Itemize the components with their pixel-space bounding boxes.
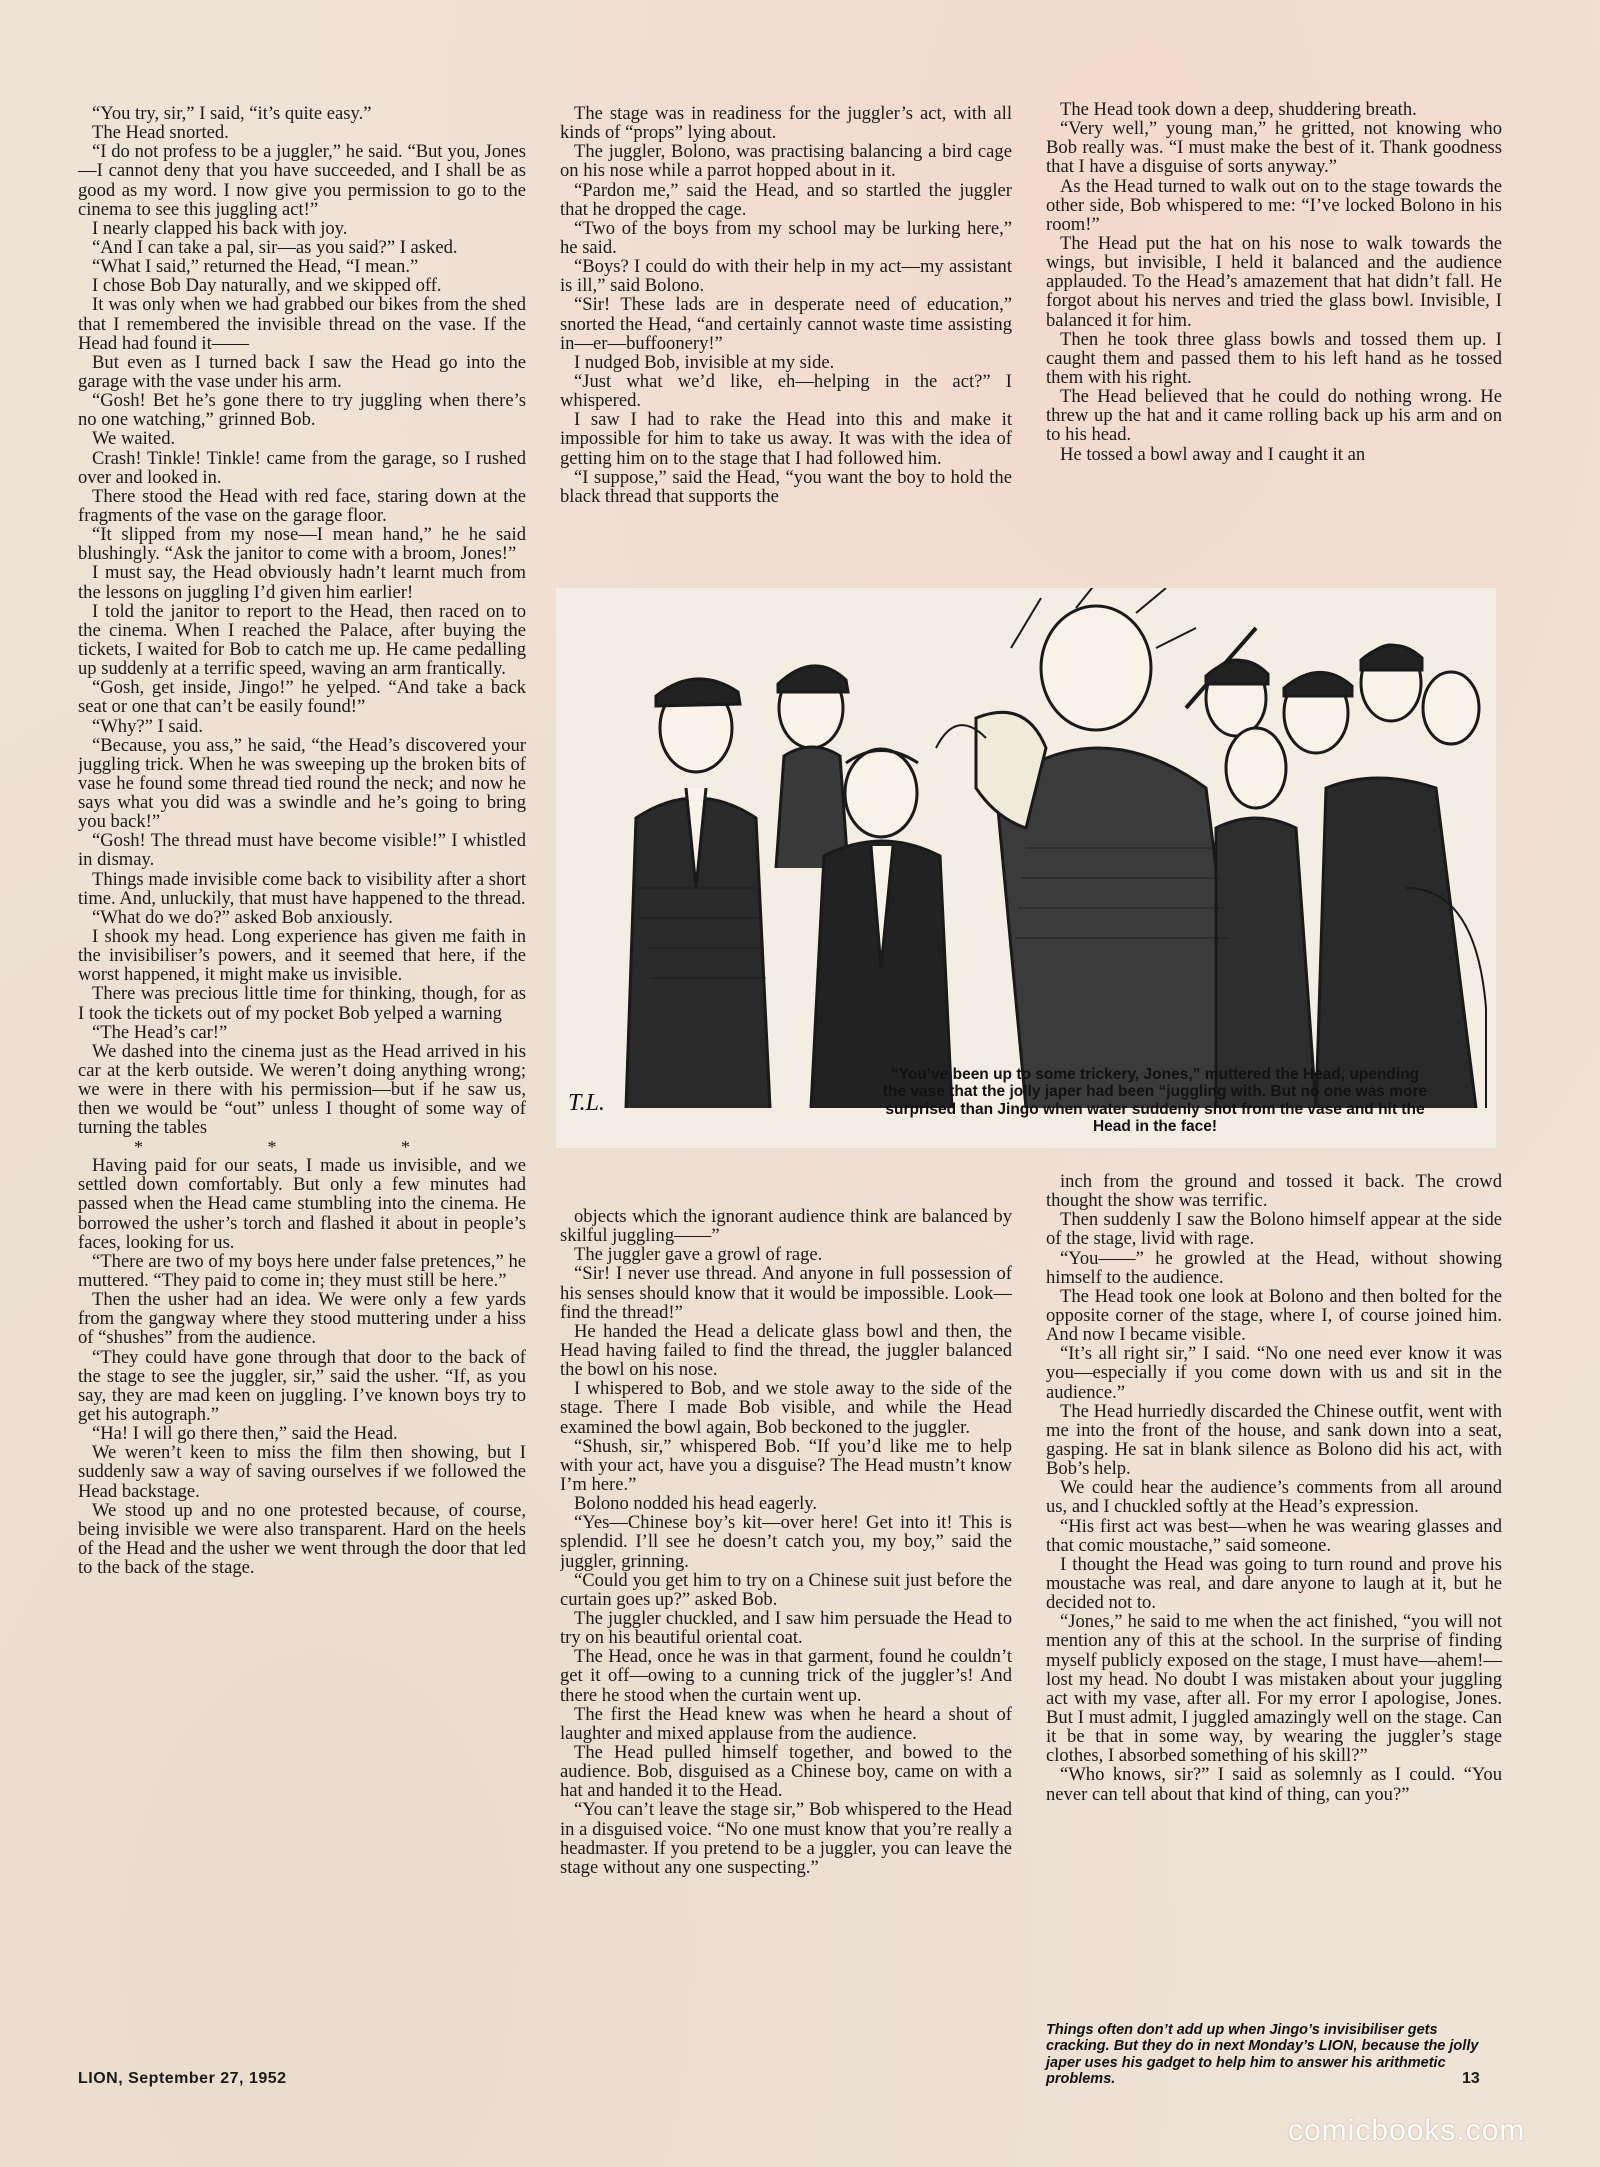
paragraph: “Pardon me,” said the Head, and so startled the juggler that he dropped the cage. (560, 179, 1012, 220)
paragraph: “Very well,” young man,” he gritted, not knowing who Bob really was. “I must make the best of it. Thank goodness that I have a disguise of sorts anyway.” (1046, 118, 1502, 178)
paragraph: “Who knows, sir?” I said as solemnly as I could. “You never can tell about that kind of thing, can you?” (1046, 1764, 1502, 1805)
paragraph: Having paid for our seats, I made us invisible, and we settled down comfortably. But only a few minutes had passed when the Head came stumbling into the cinema. He borrowed the usher’s torch and flashed it about in people’s faces, looking for us. (78, 1155, 526, 1253)
column-3-bottom (1046, 1172, 1502, 1922)
paragraph: objects which the ignorant audience think are balanced by skilful juggling——” (560, 1207, 1012, 1247)
paragraph: Bolono nodded his head eagerly. (574, 1493, 818, 1515)
paragraph: Things made invisible come back to visibility after a short time. And, unluckily, that must have happened to the thread. (78, 868, 526, 909)
paragraph: “Sir! I never use thread. And anyone in full possession of his senses should know that it would be impossible. Look—find the thread!” (560, 1263, 1012, 1323)
paragraph: He tossed a bowl away and I caught it an (1060, 443, 1366, 465)
column-1 (78, 104, 526, 2059)
column-3-top (1046, 100, 1502, 575)
paragraph: “Gosh! Bet he’s gone there to try juggling when there’s no one watching,” grinned Bob. (78, 390, 526, 431)
paragraph: “It slipped from my nose—I mean hand,” he he said blushingly. “Ask the janitor to come with a broom, Jones!” (78, 524, 526, 565)
paragraph: I saw I had to rake the Head into this and make it impossible for him to take us away. It was with the idea of getting him on to the stage that I had followed him. (560, 409, 1012, 469)
illustration-drawing (556, 588, 1496, 1148)
column-2-top (560, 104, 1012, 576)
paragraph: The Head pulled himself together, and bowed to the audience. Bob, disguised as a Chinese boy, came on with a hat and handed it to the Head. (560, 1741, 1012, 1802)
paragraph: We stood up and no one protested because, of course, being invisible we were also transparent. Hard on the heels of the Head and the usher we went through the door that led to the back of the stage. (78, 1499, 526, 1579)
paragraph: I nearly clapped his back with joy. (92, 217, 348, 239)
paragraph: The Head put the hat on his nose to walk towards the wings, but invisible, I held it balanced and the audience applauded. To the Head’s amazement that hat didn’t fall. He forgot about his nerves and tried the glass bowl. Invisible, I balanced it for him. (1046, 232, 1502, 331)
paragraph: “Just what we’d like, eh—helping in the act?” I whispered. (560, 370, 1012, 412)
paragraph: The Head took one look at Bolono and then bolted for the opposite corner of the stage, where I, of course joined him. And now I became visible. (1046, 1285, 1502, 1346)
paragraph: “What do we do?” asked Bob anxiously. (92, 906, 393, 928)
column-2-bottom (560, 1207, 1012, 2067)
paragraph: “Ha! I will go there then,” said the Head. (92, 1423, 398, 1445)
paragraph: Crash! Tinkle! Tinkle! came from the garage, so I rushed over and looked in. (78, 447, 526, 488)
paragraph: The stage was in readiness for the juggler’s act, with all kinds of “props” lying about. (560, 104, 1012, 144)
paragraph: I whispered to Bob, and we stole away to the side of the stage. There I made Bob visible, and while the Head examined the bowl again, Bob beckoned to the juggler. (560, 1378, 1012, 1438)
paragraph: “You can’t leave the stage sir,” Bob whispered to the Head in a disguised voice. “No one must know that you’re really a headmaster. If you pretend to be a juggler, you can leave the stage without any one suspecting.” (560, 1799, 1012, 1878)
paragraph: I chose Bob Day naturally, and we skipped off. (92, 275, 442, 297)
paragraph: The Head hurriedly discarded the Chinese outfit, went with me into the front of the house, and sank down into a seat, gasping. He sat in blank silence as Bolono did his act, with Bob’s help. (1046, 1400, 1502, 1480)
paragraph: “Two of the boys from my school may be lurking here,” he said. (560, 217, 1012, 258)
paragraph: “His first act was best—when he was wearing glasses and that comic moustache,” said someone. (1046, 1515, 1502, 1556)
illustration-caption: “You’ve been up to some trickery, Jones,” muttered the Head, upending the vase that the jolly japer had been “juggling with. But no one was more surprised than Jingo when water suddenly shot from the vase and hit the Head in the face! (882, 1066, 1428, 1136)
paragraph: “Jones,” he said to me when the act finished, “you will not mention any of this at the school. In the surprise of finding myself publicly exposed on the stage, I must have—ahem!—lost my head. No doubt I was mistaken about your juggling act with my vase, after all. For my error I apologise, Jones. But I must admit, I juggled amazingly well on the stage. Can it be that in some way, by wearing the juggler’s stage clothes, I absorbed something of his skill?” (1046, 1611, 1502, 1767)
paragraph: The Head took down a deep, shuddering breath. (1060, 100, 1417, 120)
paragraph: “It’s all right sir,” I said. “No one need ever know it was you—especially if you come down with us and sit in the audience.” (1046, 1343, 1502, 1403)
paragraph: There was precious little time for thinking, though, for as I took the tickets out of my pocket Bob yelped a warning (78, 983, 526, 1024)
paragraph: I must say, the Head obviously hadn’t learnt much from the lessons on juggling I’d given him earlier! (78, 562, 526, 603)
paragraph: “Gosh! The thread must have become visible!” I whistled in dismay. (78, 830, 526, 871)
paragraph: I told the janitor to report to the Head, then raced on to the cinema. When I reached the Palace, after buying the tickets, I waited for Bob to catch me up. He came pedalling up suddenly at a terrific speed, waving an arm frantically. (78, 600, 526, 680)
watermark: comicbooks.com (1288, 2114, 1526, 2147)
page-number: 13 (1462, 2070, 1480, 2087)
paragraph: But even as I turned back I saw the Head go into the garage with the vase under his arm. (78, 351, 526, 392)
magazine-name: LION (78, 2070, 119, 2087)
paragraph: “You try, sir,” I said, “it’s quite easy.” (92, 104, 372, 124)
paragraph: “Yes—Chinese boy’s kit—over here! Get into it! This is splendid. I’ll see he doesn’t catch you, my boy,” said the juggler, grinning. (560, 1512, 1012, 1572)
illustration-signature: T.L. (568, 1090, 605, 1116)
paragraph: We waited. (92, 428, 176, 450)
paragraph: “Shush, sir,” whispered Bob. “If you’d like me to help with your act, have you a disguise? The Head mustn’t know I’m here.” (560, 1435, 1012, 1495)
next-issue-teaser: Things often don’t add up when Jingo’s invisibiliser gets cracking. But they do in next Monday’s LION, because the jolly japer uses his gadget to help him to answer his arithmetic problems. (1046, 2022, 1479, 2088)
paragraph: “Why?” I said. (92, 715, 203, 737)
paragraph: “Gosh, get inside, Jingo!” he yelped. “And take a back seat or one that can’t be easily found!” (78, 677, 526, 718)
paragraph: The Head believed that he could do nothing wrong. He threw up the hat and it came rolling back up his arm and on to his head. (1046, 386, 1502, 446)
paragraph: “Sir! These lads are in desperate need of education,” snorted the Head, “and certainly cannot waste time assisting in—er—buffoonery!” (560, 294, 1012, 354)
footer: LION, September 27, 1952 (78, 2070, 287, 2087)
paragraph: The juggler, Bolono, was practising balancing a bird cage on his nose while a parrot hopped about in it. (560, 141, 1012, 182)
paragraph: “I do not profess to be a juggler,” he said. “But you, Jones—I cannot deny that you have succeeded, and I shall be as good as my word. I now give you permission to go to the cinema to see this juggling act!” (78, 141, 526, 220)
section-break: * * * (134, 1136, 470, 1157)
paragraph: “Could you get him to try on a Chinese suit just before the curtain goes up?” asked Bob. (560, 1569, 1012, 1610)
paragraph: “What I said,” returned the Head, “I mean.” (92, 256, 419, 278)
paragraph: The juggler chuckled, and I saw him persuade the Head to try on his beautiful oriental coat. (560, 1607, 1012, 1649)
paragraph: “And I can take a pal, sir—as you said?” I asked. (92, 236, 458, 258)
paragraph: The Head, once he was in that garment, found he couldn’t get it off—owing to a cunning trick of the juggler’s! And there he stood when the curtain went up. (560, 1646, 1012, 1706)
paragraph: “They could have gone through that door to the back of the stage to see the juggler, sir,” said the usher. “If, as you say, they are mad keen on juggling. I’ve known boys try to get his autograph.” (78, 1346, 526, 1425)
illustration (556, 588, 1496, 1148)
paragraph: Then the usher had an idea. We were only a few yards from the gangway where they stood muttering under a hiss of “shushes” from the audience. (78, 1289, 526, 1349)
paragraph: We weren’t keen to miss the film then showing, but I suddenly saw a way of saving ourselves if we followed the Head backstage. (78, 1442, 526, 1502)
paragraph: “Boys? I could do with their help in my act—my assistant is ill,” said Bolono. (560, 256, 1012, 297)
paragraph: I thought the Head was going to turn round and prove his moustache was real, and dare anyone to laugh at it, but he decided not to. (1046, 1553, 1502, 1614)
paragraph: It was only when we had grabbed our bikes from the shed that I remembered the invisible thread on the vase. If the Head had found it—— (78, 294, 526, 354)
paragraph: The juggler gave a growl of rage. (574, 1244, 823, 1266)
paragraph: “Because, you ass,” he said, “the Head’s discovered your juggling trick. When he was sweeping up the broken bits of vase he found some thread tied round the neck; and now he says what you did was a swindle and he’s going to bring you back!” (78, 734, 526, 833)
issue-date: September 27, 1952 (128, 2070, 287, 2087)
paragraph: We could hear the audience’s comments from all around us, and I chuckled softly at the Head’s expression. (1046, 1477, 1502, 1518)
paragraph: The Head snorted. (92, 122, 229, 144)
paragraph: The first the Head knew was when he heard a shout of laughter and mixed applause from the audience. (560, 1703, 1012, 1744)
paragraph: “There are two of my boys here under false pretences,” he muttered. “They paid to come in; they must still be here.” (78, 1250, 526, 1291)
paragraph: Then suddenly I saw the Bolono himself appear at the side of the stage, livid with rage. (1046, 1209, 1502, 1250)
paragraph: “You——” he growled at the Head, without showing himself to the audience. (1046, 1247, 1502, 1288)
paragraph: inch from the ground and tossed it back. The crowd thought the show was terrific. (1046, 1172, 1502, 1212)
paragraph: I shook my head. Long experience has given me faith in the invisibiliser’s powers, and it seemed that here, if the worst happened, it might make us invisible. (78, 926, 526, 986)
paragraph: “The Head’s car!” (92, 1021, 228, 1043)
paragraph: As the Head turned to walk out on to the stage towards the other side, Bob whispered to me: “I’ve locked Bolono in his room!” (1046, 175, 1502, 235)
paragraph: I nudged Bob, invisible at my side. (574, 351, 835, 373)
paragraph: He handed the Head a delicate glass bowl and then, the Head having failed to find the thread, the juggler balanced the bowl on his nose. (560, 1320, 1012, 1381)
paragraph: There stood the Head with red face, staring down at the fragments of the vase on the garage floor. (78, 485, 526, 526)
paragraph: “I suppose,” said the Head, “you want the boy to hold the black thread that supports the (560, 466, 1012, 507)
paragraph: We dashed into the cinema just as the Head arrived in his car at the kerb outside. We weren’t doing anything wrong; we were in there with his permission—but if he saw us, then we would be “out” unless I thought of some way of turning the tables (78, 1040, 526, 1139)
paragraph: Then he took three glass bowls and tossed them up. I caught them and passed them to his left hand as he tossed them with his right. (1046, 328, 1502, 388)
